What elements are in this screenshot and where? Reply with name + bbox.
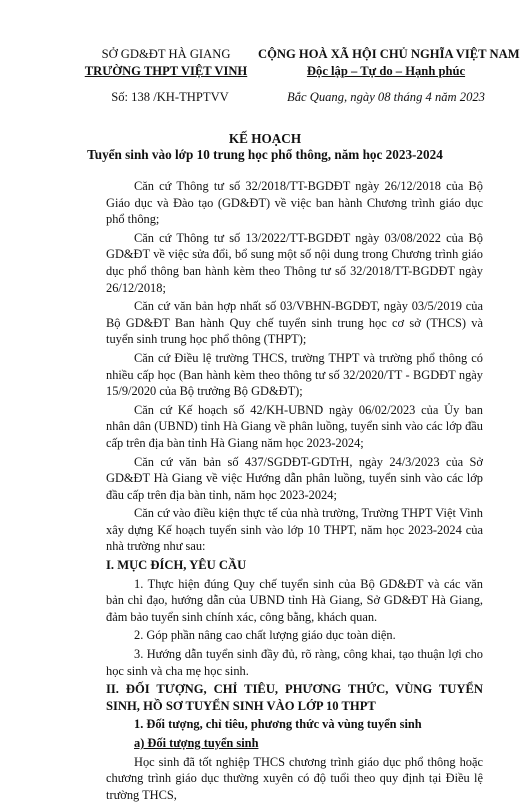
section1-item-2: 2. Góp phần nâng cao chất lượng giáo dục toàn diện.: [134, 628, 396, 643]
section1-item-3: 3. Hướng dẫn tuyển sinh đầy đủ, rõ ràng, công khai, tạo thuận lợi cho học sinh và cha mẹ học sinh.: [106, 647, 483, 678]
paragraph-basis-4: Căn cứ Điều lệ trường THCS, trường THPT và trường phổ thông có nhiều cấp học (Ban hành kèm theo thông tư số 32/2020/TT - BGDĐT ngày 15/9/2020 của Bộ trưởng Bộ GD&ĐT);: [106, 350, 483, 399]
section-heading-1: I. MỤC ĐÍCH, YÊU CẦU: [106, 558, 247, 573]
subsection-heading-1a: [106, 735, 483, 752]
place-and-date: Bắc Quang, ngày 08 tháng 4 năm 2023: [287, 90, 485, 104]
section1-item-1: 1. Thực hiện đúng Quy chế tuyển sinh của Bộ GD&ĐT và các văn bản chỉ đạo, hướng dẫn của UBND tỉnh Hà Giang, Sở GD&ĐT Hà Giang, đảm bảo tuyển sinh chính xác, công bằng, khách quan.: [106, 576, 483, 624]
document-title: Tuyển sinh vào lớp 10 trung học phổ thông, năm học 2023-2024: [87, 147, 443, 162]
nation-name: CỘNG HOÀ XÃ HỘI CHỦ NGHĨA VIỆT NAM: [258, 47, 520, 61]
paragraph-basis-5: Căn cứ Kế hoạch số 42/KH-UBND ngày 06/02/2023 của Ủy ban nhân dân (UBND) tỉnh Hà Giang về phân luồng, tuyển sinh vào các lớp đầu cấp trên địa bàn tỉnh Hà Giang năm học 2023-2024;: [106, 402, 483, 450]
paragraph-basis-6: Căn cứ văn bản số 437/SGDĐT-GDTrH, ngày 24/3/2023 của Sở GD&ĐT Hà Giang về việc Hướng dẫn phân luồng, tuyển sinh vào các lớp đầu cấp trên địa bàn tỉnh, năm học 2023-2024;: [106, 454, 483, 502]
national-heading-block: [258, 46, 520, 80]
subsection-heading-1: 1. Đối tượng, chỉ tiêu, phương thức và vùng tuyển sinh: [134, 717, 422, 732]
paragraph-basis-1: Căn cứ Thông tư số 32/2018/TT-BGDĐT ngày 26/12/2018 của Bộ Giáo dục và Đào tạo (GD&ĐT) về việc ban hành Chương trình giáo dục phổ thông;: [106, 179, 483, 227]
paragraph-basis-7: Căn cứ vào điều kiện thực tế của nhà trường, Trường THPT Việt Vinh xây dựng Kế hoạch tuyển sinh vào lớp 10 THPT, năm học 2023-2024 của nhà trường như sau:: [106, 506, 483, 554]
issuing-agency-block: [62, 46, 270, 80]
school-name: TRƯỜNG THPT VIỆT VINH: [84, 64, 248, 78]
document-number: Số: 138 /KH-THPTVV: [111, 90, 229, 104]
document-type: KẾ HOẠCH: [228, 131, 302, 146]
national-motto: Độc lập – Tự do – Hạnh phúc: [306, 64, 466, 78]
section2-paragraph-1: Học sinh đã tốt nghiệp THCS chương trình giáo dục phổ thông hoặc chương trình giáo dục thường xuyên có độ tuổi theo quy định tại Điều lệ trường THCS,: [106, 754, 483, 802]
paragraph-basis-2: Căn cứ Thông tư số 13/2022/TT-BGDĐT ngày 03/08/2022 của Bộ GD&ĐT về việc sửa đổi, bổ sung một số nội dung trong Chương trình giáo dục phổ thông ban hành kèm theo Thông tư số 32/2018/TT-BGDĐT ngày 26/12/2018;: [106, 230, 483, 295]
section-heading-2: II. ĐỐI TƯỢNG, CHỈ TIÊU, PHƯƠNG THỨC, VÙNG TUYỂN SINH, HỒ SƠ TUYỂN SINH VÀO LỚP 10 THPT: [106, 682, 483, 713]
subsection-heading-1a-label: a) Đối tượng tuyển sinh: [134, 736, 259, 750]
paragraph-basis-3: Căn cứ văn bản hợp nhất số 03/VBHN-BGDĐT, ngày 03/5/2019 của Bộ GD&ĐT Ban hành Quy chế tuyển sinh trung học cơ sở (THCS) và tuyển sinh trung học phổ thông (THPT);: [106, 299, 483, 347]
document-body: [106, 178, 483, 805]
department-name: SỞ GD&ĐT HÀ GIANG: [101, 47, 231, 61]
